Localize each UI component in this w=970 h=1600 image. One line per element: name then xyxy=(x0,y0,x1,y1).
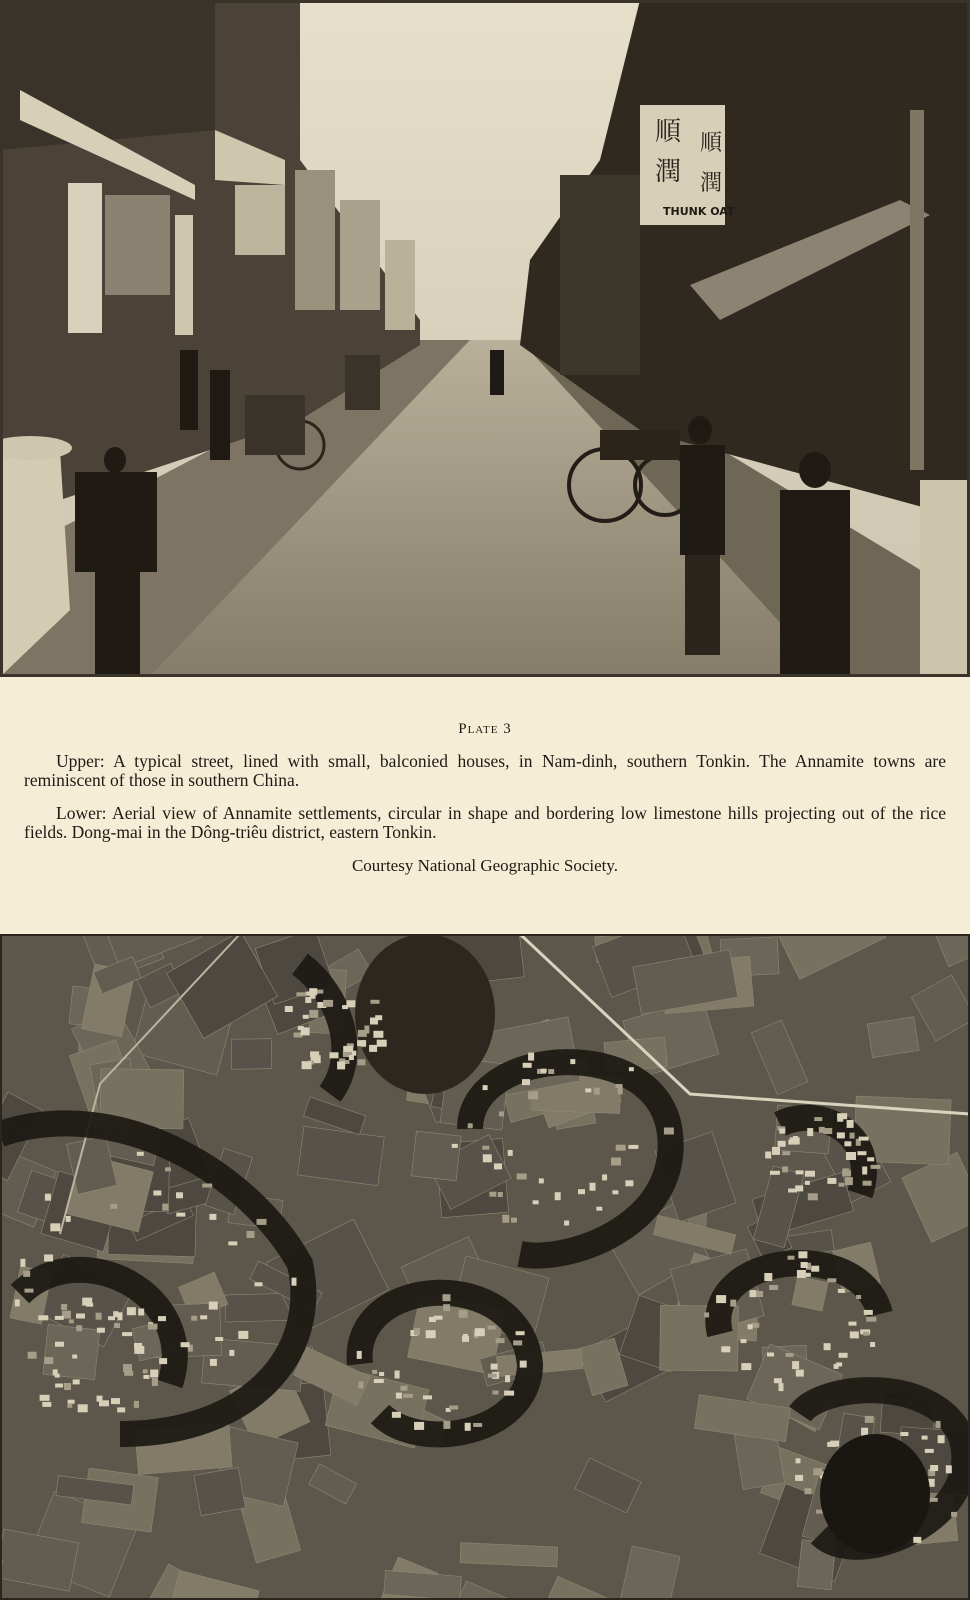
shop-sign-char: 潤 xyxy=(655,157,682,187)
shop-sign-text: THUNK OAT xyxy=(663,205,735,218)
photo-credit: Courtesy National Geographic Society. xyxy=(351,856,619,875)
lower-photograph xyxy=(0,934,970,1600)
upper-photograph xyxy=(0,0,970,677)
limestone-hill xyxy=(355,934,495,1094)
aerial-view-image xyxy=(0,934,970,1600)
lower-caption: Lower: Aerial view of Annamite settlements, circular in shape and bordering low limestone hills projecting out of the rice fields. Dong-mai in the Dông-triêu district, eastern Tonkin. xyxy=(24,803,946,842)
street-scene-image xyxy=(0,0,970,677)
shop-sign-char: 順 xyxy=(700,131,723,156)
plate-title: Plate 3 xyxy=(458,721,512,737)
shop-sign-char: 潤 xyxy=(700,171,723,196)
shop-sign-char: 順 xyxy=(655,117,682,147)
upper-caption: Upper: A typical street, lined with small, balconied houses, in Nam-dinh, southern Tonkin. The Annamite towns are reminiscent of those in southern China. xyxy=(24,751,946,790)
caption-block xyxy=(0,677,970,934)
